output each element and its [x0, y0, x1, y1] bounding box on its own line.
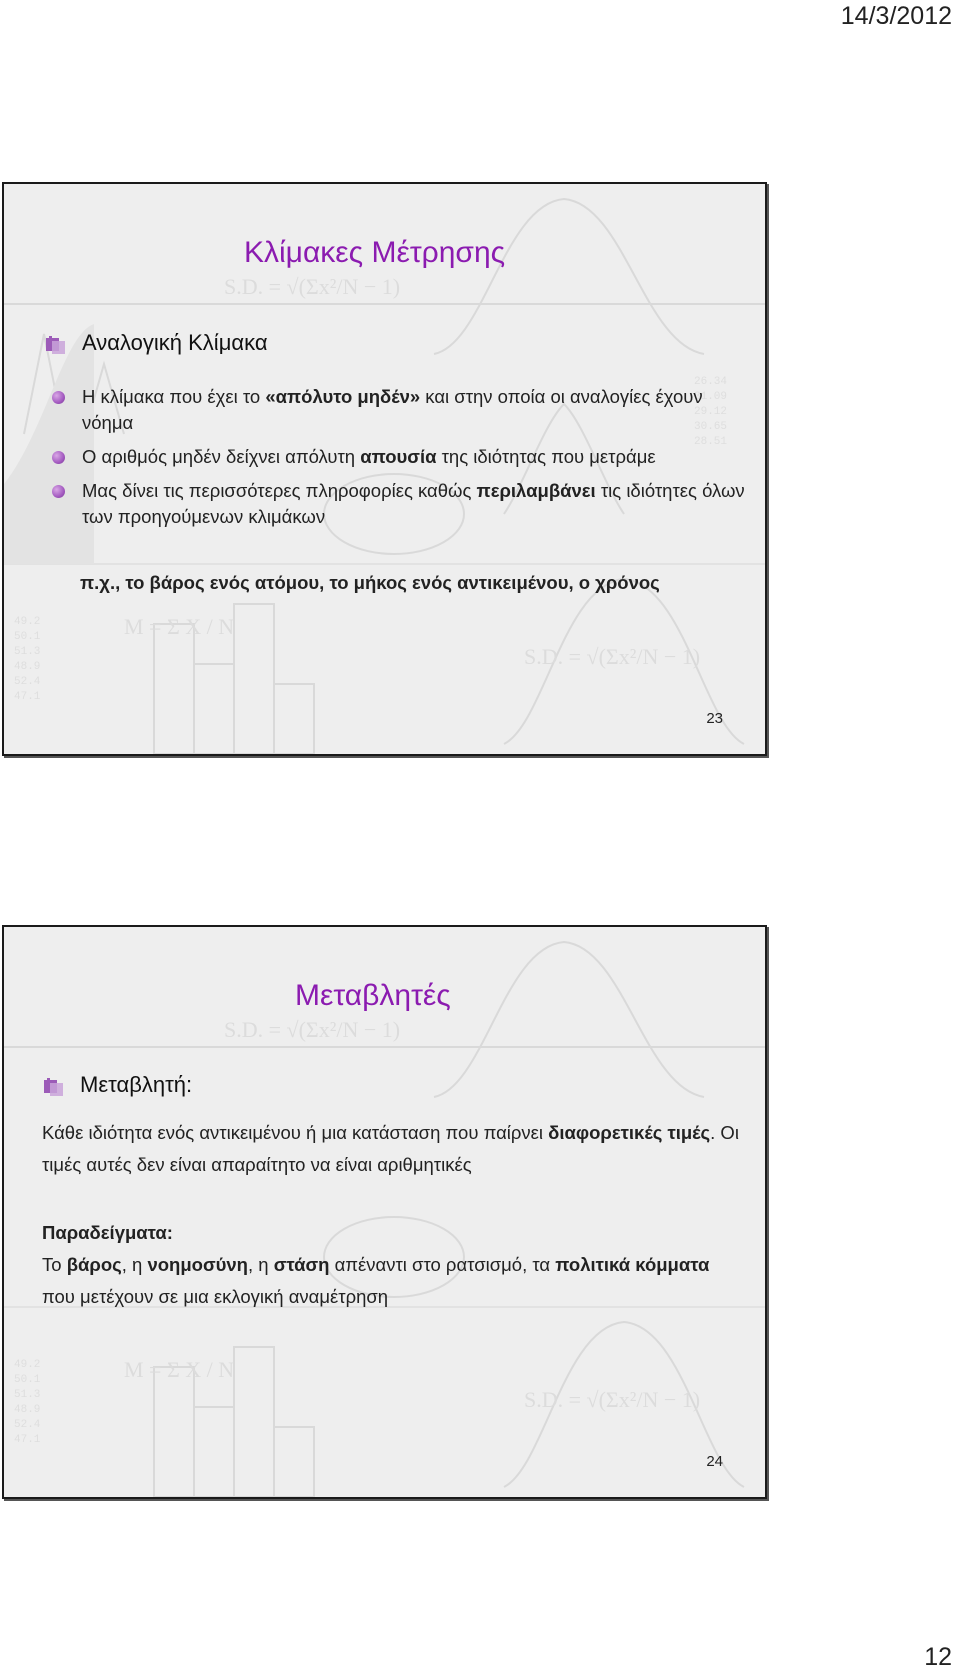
svg-text:52.4: 52.4 [14, 676, 41, 688]
svg-text:29.12: 29.12 [694, 406, 728, 418]
text-span: Το [42, 1254, 67, 1275]
slide-title: Μεταβλητές [295, 979, 451, 1012]
examples-label: Παραδείγματα: [42, 1222, 173, 1243]
text-span: , η [247, 1254, 274, 1275]
square-bullet-icon [44, 1076, 66, 1094]
text-span: τις ιδιότητες όλων των προηγούμενων κλιμάκων [82, 480, 745, 527]
svg-text:48.9: 48.9 [14, 1404, 41, 1416]
svg-text:47.1: 47.1 [14, 1434, 41, 1446]
heading-text: Μεταβλητή: [80, 1072, 193, 1097]
text-span: απέναντι στο ρατσισμό, τα [329, 1254, 556, 1275]
round-bullet-icon [52, 485, 65, 498]
svg-text:47.1: 47.1 [14, 691, 41, 703]
text-span: . Οι τιμές αυτές δεν είναι απαραίτητο να είναι αριθμητικές [42, 1122, 739, 1175]
svg-text:49.2: 49.2 [14, 616, 41, 628]
slide-24 [2, 925, 767, 1499]
definition-paragraph [42, 1117, 743, 1181]
slide-title: Κλίμακες Μέτρησης [244, 236, 506, 269]
heading-text: Αναλογική Κλίμακα [82, 330, 268, 355]
svg-text:50.1: 50.1 [14, 631, 41, 643]
round-bullet-icon [52, 391, 65, 404]
svg-text:31.09: 31.09 [694, 391, 728, 403]
svg-text:48.9: 48.9 [14, 661, 41, 673]
svg-text:51.3: 51.3 [14, 1389, 41, 1401]
list-item [52, 444, 745, 470]
text-span: της ιδιότητας που μετράμε [436, 446, 656, 467]
slide-23 [2, 182, 767, 756]
slide-number: 23 [706, 710, 723, 727]
square-bullet-icon [46, 334, 68, 352]
examples-paragraph [42, 1249, 743, 1313]
example-text: π.χ., το βάρος ενός ατόμου, το μήκος ενός αντικειμένου, ο χρόνος [80, 572, 660, 593]
svg-text:26.34: 26.34 [694, 376, 728, 388]
bold-text: «απόλυτο μηδέν» [265, 386, 421, 407]
round-bullet-icon [52, 451, 65, 464]
bold-text: νοημοσύνη [147, 1254, 248, 1275]
text-span: και στην οποία οι αναλογίες έχουν νόημα [82, 386, 703, 433]
svg-text:51.3: 51.3 [14, 646, 41, 658]
svg-text:52.4: 52.4 [14, 1419, 41, 1431]
svg-text:30.65: 30.65 [694, 421, 728, 433]
svg-text:49.2: 49.2 [14, 1359, 41, 1371]
slide-number: 24 [706, 1453, 723, 1470]
text-span: Κάθε ιδιότητα ενός αντικειμένου ή μια κατάσταση που παίρνει [42, 1122, 549, 1143]
section-heading [46, 330, 268, 356]
bold-text: βάρος [66, 1254, 122, 1275]
text-span: Ο αριθμός μηδέν δείχνει απόλυτη [82, 446, 361, 467]
svg-text:S.D. = √(Σx²/N − 1): S.D. = √(Σx²/N − 1) [524, 1387, 701, 1412]
svg-text:50.1: 50.1 [14, 1374, 41, 1386]
list-item [52, 384, 745, 436]
svg-text:S.D. = √(Σx²/N − 1): S.D. = √(Σx²/N − 1) [524, 644, 701, 669]
bold-text: απουσία [360, 446, 437, 467]
bold-text: πολιτικά κόμματα [555, 1254, 710, 1275]
text-span: Μας δίνει τις περισσότερες πληροφορίες καθώς [82, 480, 477, 501]
svg-text:S.D. = √(Σx²/N − 1): S.D. = √(Σx²/N − 1) [224, 1017, 401, 1042]
text-span: , η [121, 1254, 148, 1275]
bullet-list [52, 384, 745, 538]
text-span: Η κλίμακα που έχει το [82, 386, 266, 407]
svg-text:M = Σ X / N: M = Σ X / N [124, 614, 235, 639]
svg-text:28.51: 28.51 [694, 436, 728, 448]
bold-text: στάση [273, 1254, 330, 1275]
bold-text: διαφορετικές τιμές [548, 1122, 711, 1143]
svg-text:M = Σ X / N: M = Σ X / N [124, 1357, 235, 1382]
section-heading [44, 1072, 192, 1098]
bold-text: περιλαμβάνει [476, 480, 596, 501]
date-header: 14/3/2012 [840, 2, 952, 30]
page-number: 12 [924, 1643, 952, 1671]
list-item [52, 478, 745, 530]
svg-text:S.D. = √(Σx²/N − 1): S.D. = √(Σx²/N − 1) [224, 274, 401, 299]
text-span: που μετέχουν σε μια εκλογική αναμέτρηση [42, 1286, 389, 1307]
